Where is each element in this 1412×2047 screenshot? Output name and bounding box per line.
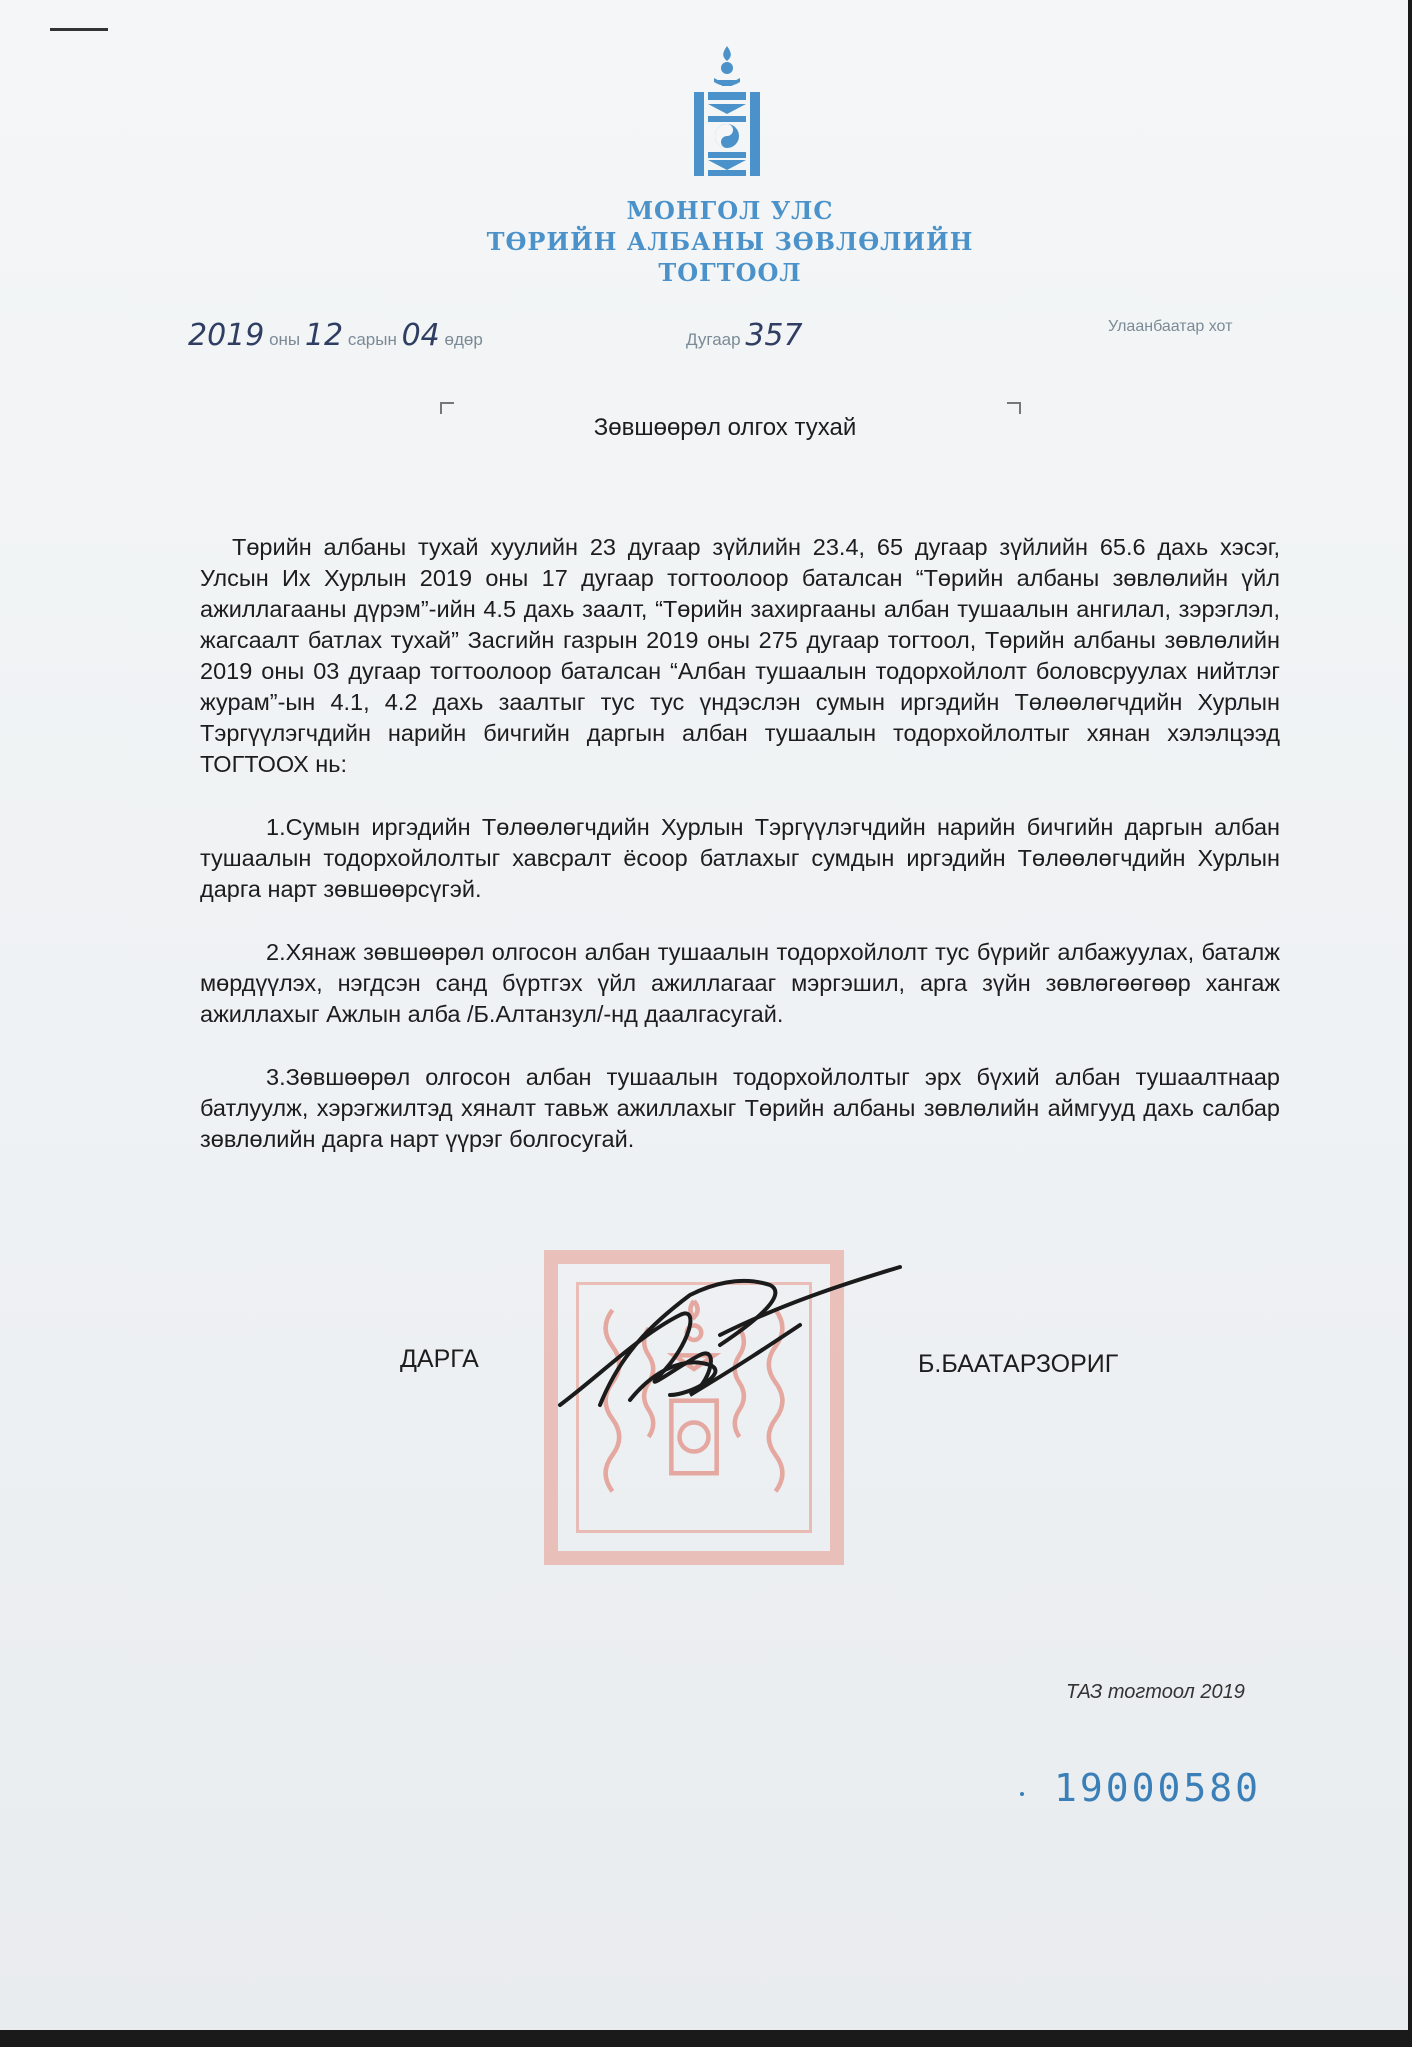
date-line (188, 318, 483, 353)
document-reference: ТАЗ тогтоол 2019 (1066, 1681, 1245, 1703)
day-value: 04 (401, 318, 440, 353)
header-country: МОНГОЛ УЛС (626, 196, 834, 225)
header-council: ТӨРИЙН АЛБАНЫ ЗӨВЛӨЛИЙН (486, 227, 974, 256)
month-value: 12 (304, 318, 344, 353)
clause-1: 1.Сумын иргэдийн Төлөөлөгчдийн Хурлын Тэргүүлэгчдийн нарийн бичгийн даргын албан тушаалын тодорхойлолтыг хавсралт ёсоор батлахыг сумдын иргэдийн Төлөөлөгчдийн Хурлын дарга нарт зөвшөөрсүгэй. (200, 814, 1280, 902)
title-bracket-right (1007, 402, 1021, 414)
preamble-paragraph: Төрийн албаны тухай хуулийн 23 дугаар зүйлийн 23.4, 65 дугаар зүйлийн 65.6 дахь хэсэг, Улсын Их Хурлын 2019 оны 17 дугаар тогтоолоор баталсан “Төрийн албаны зөвлөлийн үйл ажиллагааны дүрэм”-ийн 4.5 дахь заалт, “Төрийн захиргааны албан тушаалын ангилал, зэрэглэл, жагсаалт батлах тухай” Засгийн газрын 2019 оны 275 дугаар тогтоол, Төрийн албаны зөвлөлийн 2019 оны 03 дугаар тогтоолоор баталсан “Албан тушаалын тодорхойлолт боловсруулах нийтлэг журам”-ын 4.1, 4.2 дахь заалтыг тус тус үндэслэн сумын иргэдийн Төлөөлөгчдийн Хурлын Тэргүүлэгчдийн нарийн бичгийн даргын албан тушаалын тодорхойлолтыг хянан хэлэлцээд ТОГТООХ нь: (200, 534, 1280, 777)
document-header (380, 195, 1080, 288)
clause-3: 3.Зөвшөөрөл олгосон албан тушаалын тодорхойлолтыг эрх бүхий албан тушаалтнаар батлуулж, хэрэгжилтэд хяналт тавьж ажиллахыг Төрийн албаны зөвлөлийн аймгууд дахь салбар зөвлөлийн дарга нарт үүрэг болгосугай. (200, 1064, 1280, 1152)
month-label: сарын (347, 330, 397, 349)
number-label: Дугаар (686, 330, 741, 349)
corner-mark (50, 28, 108, 31)
year-label: оны (269, 330, 301, 349)
serial-number: 19000580 (1054, 1766, 1262, 1810)
document-body (200, 532, 1280, 1187)
city-label: Улаанбаатар хот (1108, 318, 1233, 335)
handwritten-signature (540, 1255, 920, 1435)
day-label: өдөр (444, 330, 483, 349)
serial-dot (1020, 1792, 1024, 1796)
number-value: 357 (745, 318, 803, 353)
soyombo-emblem-icon (690, 44, 764, 178)
document-title: Зөвшөөрөл олгох тухай (593, 414, 857, 441)
title-bracket-left (440, 402, 454, 414)
number-line (686, 318, 803, 353)
signatory-role: ДАРГА (400, 1345, 479, 1373)
year-value: 2019 (188, 318, 265, 353)
header-doc-type: ТОГТООЛ (658, 258, 802, 287)
clause-2: 2.Хянаж зөвшөөрөл олгосон албан тушаалын тодорхойлолт тус бүрийг албажуулах, баталж мөрдүүлэх, нэгдсэн санд бүртгэх үйл ажиллагааг мэргэшил, арга зүйн зөвлөгөөгөөр хангаж ажиллахыг Ажлын алба /Б.Алтанзул/-нд даалгасугай. (200, 939, 1280, 1027)
signatory-name: Б.БААТАРЗОРИГ (918, 1350, 1119, 1378)
